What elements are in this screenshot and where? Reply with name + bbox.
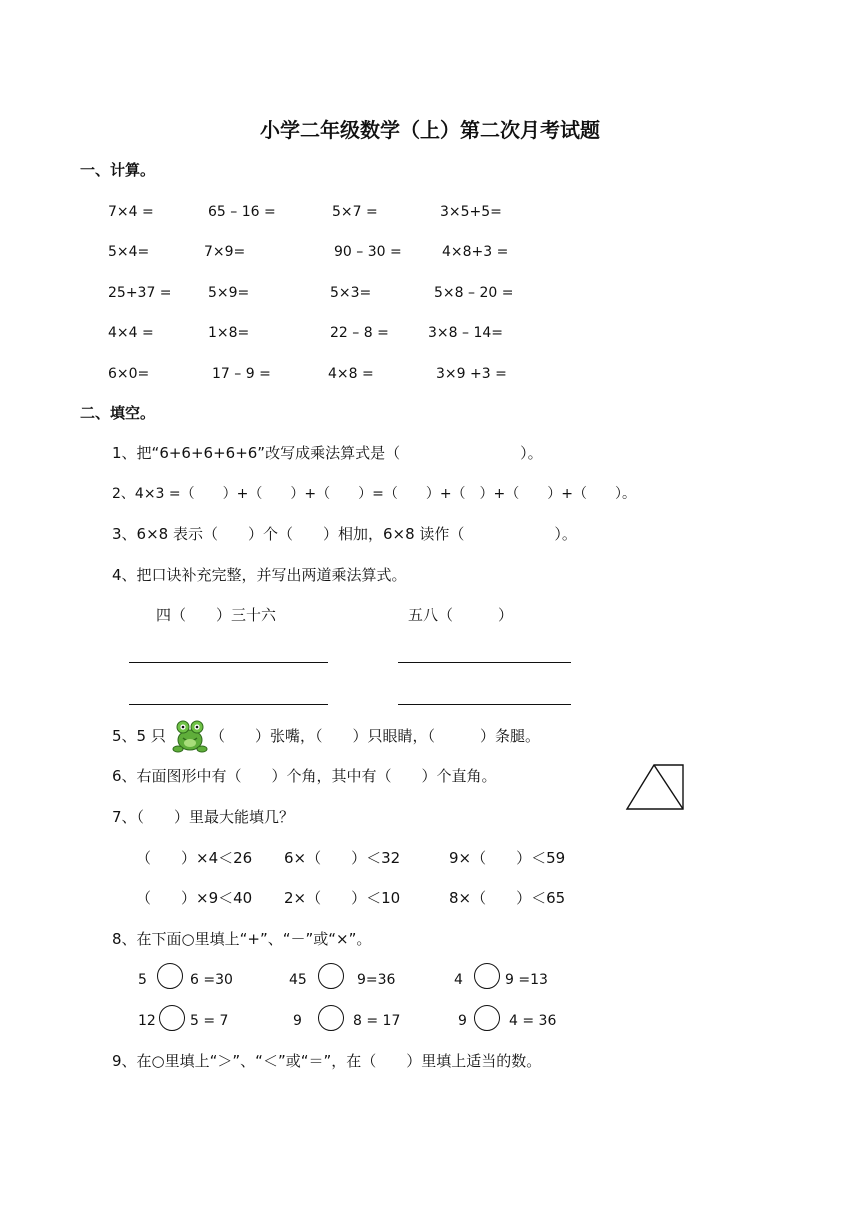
operator-circle[interactable] xyxy=(318,1005,344,1031)
calc-item: 6×0= xyxy=(108,366,150,382)
q8-operand: 12 xyxy=(138,1013,156,1029)
calc-item: 5×3= xyxy=(330,285,372,301)
q8-operand: 9=36 xyxy=(357,972,396,988)
q8-operand: 6 =30 xyxy=(190,972,233,988)
q4-mnemonic-2: 五八（ ） xyxy=(408,606,514,624)
answer-line xyxy=(398,662,571,663)
calc-item: 90 – 30 = xyxy=(334,244,402,260)
section2-heading: 二、填空。 xyxy=(80,404,156,422)
operator-circle[interactable] xyxy=(474,963,500,989)
calc-item: 7×9= xyxy=(204,244,246,260)
question-8: 8、在下面○里填上“+”、“－”或“×”。 xyxy=(112,930,372,948)
calc-item: 3×5+5= xyxy=(440,204,502,220)
q7-item: 8×（ ）＜65 xyxy=(449,889,566,907)
q7-item: 6×（ ）＜32 xyxy=(284,849,401,867)
calc-item: 1×8= xyxy=(208,325,250,341)
q8-operand: 8 = 17 xyxy=(353,1013,401,1029)
q8-operand: 4 xyxy=(454,972,463,988)
q8-operand: 45 xyxy=(289,972,307,988)
question-3: 3、6×8 表示（ ）个（ ）相加，6×8 读作（ ）。 xyxy=(112,525,577,543)
calc-item: 7×4 = xyxy=(108,204,154,220)
q7-item: 2×（ ）＜10 xyxy=(284,889,401,907)
calc-item: 5×7 = xyxy=(332,204,378,220)
calc-item: 65 – 16 = xyxy=(208,204,276,220)
q7-item: （ ）×9＜40 xyxy=(136,889,253,907)
calc-item: 4×8 = xyxy=(328,366,374,382)
q8-operand: 9 xyxy=(458,1013,467,1029)
triangle-figure xyxy=(624,762,686,812)
question-2: 2、4×3 =（ ）+（ ）+（ ）=（ ）+（ ）+（ ）+（ ）。 xyxy=(112,486,637,502)
question-1: 1、把“6+6+6+6+6”改写成乘法算式是（ ）。 xyxy=(112,444,543,462)
question-4: 4、把口诀补充完整，并写出两道乘法算式。 xyxy=(112,566,407,584)
operator-circle[interactable] xyxy=(157,963,183,989)
calc-item: 17 – 9 = xyxy=(212,366,271,382)
calc-item: 5×8 – 20 = xyxy=(434,285,514,301)
calc-item: 5×9= xyxy=(208,285,250,301)
calc-item: 3×9 +3 = xyxy=(436,366,507,382)
question-5-prefix: 5、5 只 xyxy=(112,727,166,745)
page-title: 小学二年级数学（上）第二次月考试题 xyxy=(260,118,600,142)
calc-item: 25+37 = xyxy=(108,285,172,301)
q7-item: （ ）×4＜26 xyxy=(136,849,253,867)
q8-operand: 4 = 36 xyxy=(509,1013,557,1029)
calc-item: 4×4 = xyxy=(108,325,154,341)
q8-operand: 9 =13 xyxy=(505,972,548,988)
q8-operand: 5 xyxy=(138,972,147,988)
question-5: （ ）张嘴，（ ）只眼睛，（ ）条腿。 xyxy=(210,727,541,745)
q7-item: 9×（ ）＜59 xyxy=(449,849,566,867)
operator-circle[interactable] xyxy=(318,963,344,989)
calc-item: 5×4= xyxy=(108,244,150,260)
calc-item: 4×8+3 = xyxy=(442,244,509,260)
operator-circle[interactable] xyxy=(474,1005,500,1031)
frog-icon xyxy=(172,718,208,754)
q8-operand: 5 = 7 xyxy=(190,1013,229,1029)
answer-line xyxy=(129,704,328,705)
q8-operand: 9 xyxy=(293,1013,302,1029)
question-9: 9、在○里填上“＞”、“＜”或“＝”，在（ ）里填上适当的数。 xyxy=(112,1052,542,1070)
answer-line xyxy=(398,704,571,705)
calc-item: 22 – 8 = xyxy=(330,325,389,341)
operator-circle[interactable] xyxy=(159,1005,185,1031)
question-7: 7、（ ）里最大能填几？ xyxy=(112,808,295,826)
section1-heading: 一、计算。 xyxy=(80,161,156,179)
question-6: 6、右面图形中有（ ）个角，其中有（ ）个直角。 xyxy=(112,767,497,785)
q4-mnemonic-1: 四（ ）三十六 xyxy=(156,606,277,624)
answer-line xyxy=(129,662,328,663)
calc-item: 3×8 – 14= xyxy=(428,325,503,341)
